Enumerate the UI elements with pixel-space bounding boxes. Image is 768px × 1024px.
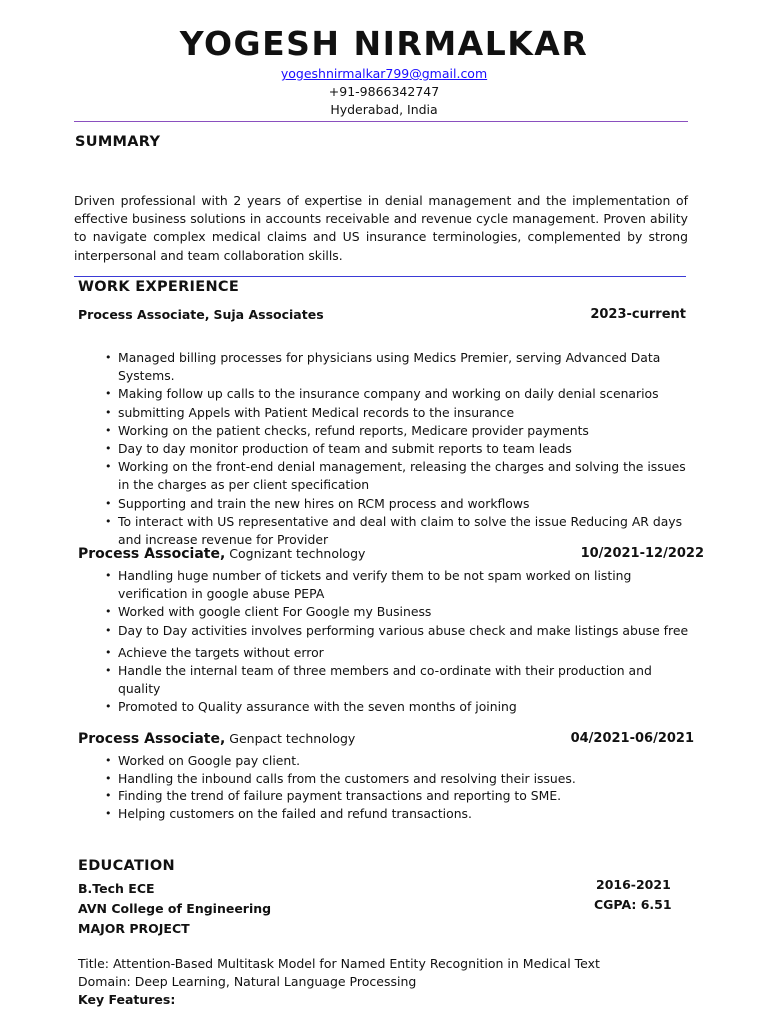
college-name: AVN College of Engineering (78, 901, 272, 916)
email-link[interactable]: yogeshnirmalkar799@gmail.com (280, 66, 488, 81)
job-dates: 10/2021-12/2022 (580, 546, 704, 561)
list-item: • Finding the trend of failure payment transactions and reporting to SME. (118, 787, 698, 805)
list-item: • Day to day monitor production of team and submit reports to team leads (118, 440, 698, 458)
job-dates: 04/2021-06/2021 (570, 731, 694, 746)
job-header-cognizant (78, 546, 704, 562)
job-dates: 2023-current (590, 307, 686, 322)
list-item: • Supporting and train the new hires on RCM process and workflows (118, 495, 698, 513)
job-bullets-cognizant (118, 567, 698, 717)
list-item: • To interact with US representative and deal with claim to solve the issue Reducing AR days and increase revenue for Provider (118, 513, 698, 549)
education-heading: EDUCATION (78, 858, 175, 874)
list-item: • Worked with google client For Google my Business (118, 603, 698, 621)
header-divider (74, 121, 688, 122)
job-role: Process Associate, (78, 731, 226, 747)
job-bullets-suja (118, 349, 698, 549)
list-item: • submitting Appels with Patient Medical records to the insurance (118, 404, 698, 422)
list-item: • Helping customers on the failed and refund transactions. (118, 805, 698, 823)
work-experience-heading: WORK EXPERIENCE (78, 279, 240, 295)
phone-number: +91-9866342747 (328, 84, 440, 99)
key-features-label: Key Features: (78, 992, 176, 1007)
list-item: • Worked on Google pay client. (118, 752, 698, 770)
degree: B.Tech ECE (78, 881, 155, 896)
job-role: Process Associate, (78, 307, 210, 322)
summary-text: Driven professional with 2 years of expertise in denial management and the implementation of effective business solutions in accounts receivable and revenue cycle management. Proven ability to navigate complex medical claims and US insurance terminologies, complemented by strong interpersonal and team collaboration skills. (74, 193, 688, 263)
location: Hyderabad, India (330, 102, 438, 117)
education-years: 2016-2021 (596, 877, 671, 892)
job-company: Cognizant technology (229, 546, 366, 561)
job-role: Process Associate, (78, 546, 226, 562)
job-header-suja (78, 307, 688, 322)
list-item: • Working on the front-end denial management, releasing the charges and solving the issues in the charges as per client specification (118, 458, 698, 494)
project-domain: Domain: Deep Learning, Natural Language Processing (78, 974, 417, 989)
candidate-name: YOGESH NIRMALKAR (179, 24, 589, 63)
job-company: Suja Associates (213, 307, 324, 322)
summary-heading: SUMMARY (75, 134, 161, 150)
list-item: • Promoted to Quality assurance with the seven months of joining (118, 698, 698, 716)
list-item: • Day to Day activities involves performing various abuse check and make listings abuse free (118, 622, 698, 640)
list-item: • Handling the inbound calls from the customers and resolving their issues. (118, 770, 698, 788)
job-company: Genpact technology (229, 731, 356, 746)
major-project-heading: MAJOR PROJECT (78, 921, 190, 936)
project-title: Title: Attention-Based Multitask Model for Named Entity Recognition in Medical Text (78, 956, 600, 971)
job-header-genpact (78, 731, 694, 747)
cgpa: CGPA: 6.51 (594, 897, 672, 912)
summary-divider (74, 276, 686, 277)
list-item: • Working on the patient checks, refund reports, Medicare provider payments (118, 422, 698, 440)
list-item: • Making follow up calls to the insurance company and working on daily denial scenarios (118, 385, 698, 403)
job-bullets-genpact (118, 752, 698, 822)
list-item: • Managed billing processes for physicians using Medics Premier, serving Advanced Data Systems. (118, 349, 698, 385)
list-item: • Handle the internal team of three members and co-ordinate with their production and quality (118, 662, 698, 698)
list-item: • Achieve the targets without error (118, 644, 698, 662)
list-item: • Handling huge number of tickets and verify them to be not spam worked on listing verification in google abuse PEPA (118, 567, 698, 603)
